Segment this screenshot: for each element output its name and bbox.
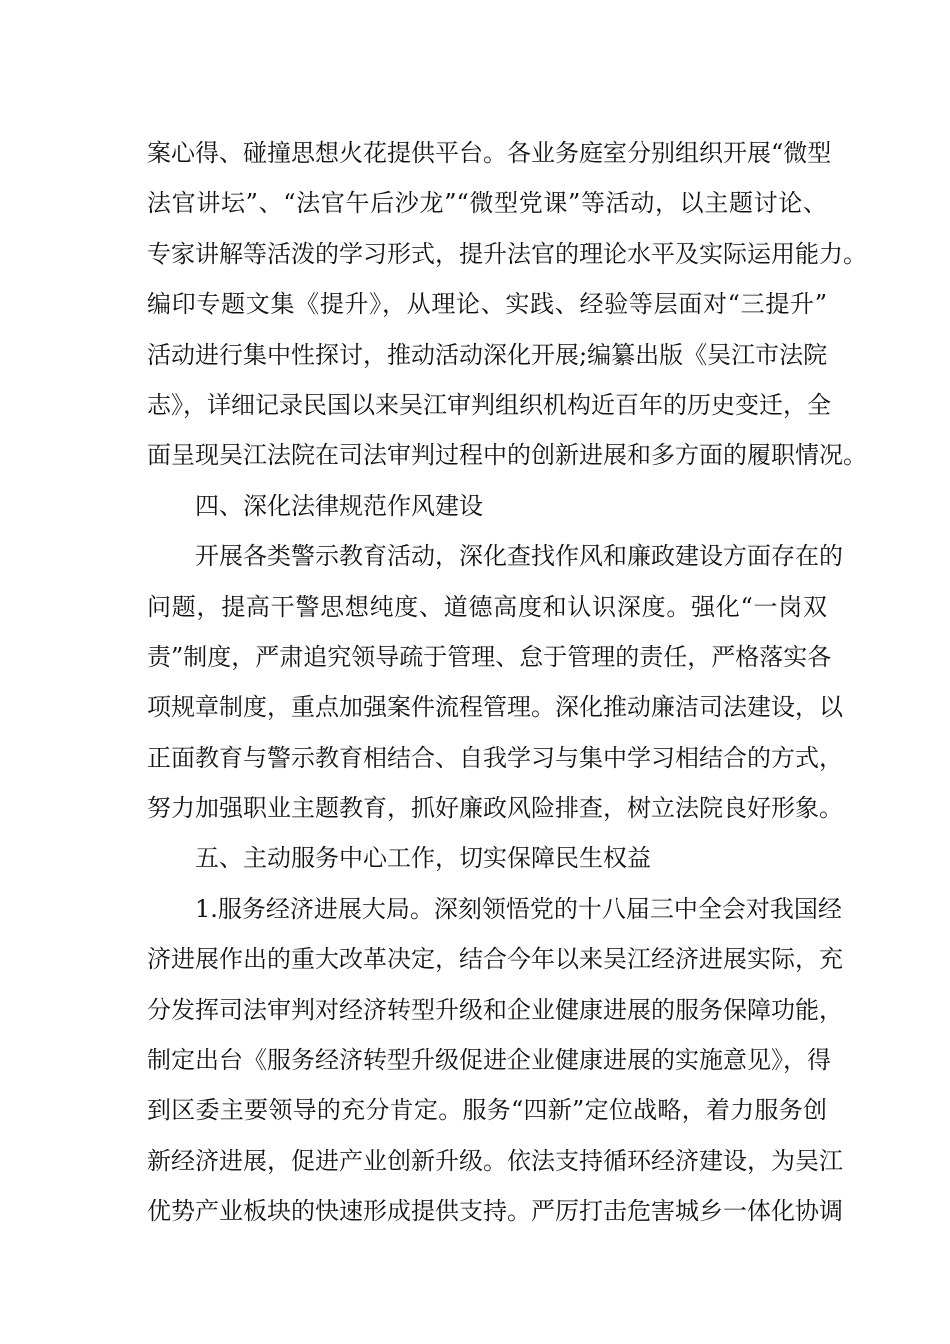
text-line: 1.服务经济进展大局。深刻领悟党的十八届三中全会对我国经 xyxy=(195,894,842,923)
text-line: 开展各类警示教育活动，深化查找作风和廉政建设方面存在的 xyxy=(195,542,843,571)
text-line: 专家讲解等活泼的学习形式，提升法官的理论水平及实际运用能力。 xyxy=(147,239,867,268)
section-heading: 五、主动服务中心工作，切实保障民生权益 xyxy=(195,844,651,873)
text-line: 面呈现吴江法院在司法审判过程中的创新进展和多方面的履职情况。 xyxy=(147,441,867,470)
text-line: 责”制度，严肃追究领导疏于管理、怠于管理的责任，严格落实各 xyxy=(147,642,832,671)
text-line: 制定出台《服务经济转型升级促进企业健康进展的实施意见》，得 xyxy=(147,1046,831,1075)
text-line: 到区委主要领导的充分肯定。服务“四新”定位战略，着力服务创 xyxy=(147,1096,827,1125)
text-line: 优势产业板块的快速形成提供支持。严厉打击危害城乡一体化协调 xyxy=(147,1197,843,1226)
text-line: 志》，详细记录民国以来吴江审判组织机构近百年的历史变迁，全 xyxy=(147,390,831,419)
text-line: 正面教育与警示教育相结合、自我学习与集中学习相结合的方式， xyxy=(147,743,843,772)
section-heading: 四、深化法律规范作风建设 xyxy=(195,491,483,520)
text-line: 活动进行集中性探讨，推动活动深化开展;编纂出版《吴江市法院 xyxy=(147,340,828,369)
text-line: 案心得、碰撞思想火花提供平台。各业务庭室分别组织开展“微型 xyxy=(147,139,832,167)
text-line: 编印专题文集《提升》，从理论、实践、经验等层面对“三提升” xyxy=(147,290,827,319)
text-line: 法官讲坛”、“法官午后沙龙”“微型党课”等活动，以主题讨论、 xyxy=(147,189,827,218)
text-line: 新经济进展，促进产业创新升级。依法支持循环经济建设，为吴江 xyxy=(147,1146,843,1175)
text-line: 问题，提高干警思想纯度、道德高度和认识深度。强化“一岗双 xyxy=(147,592,827,621)
text-line: 努力加强职业主题教育，抓好廉政风险排查，树立法院良好形象。 xyxy=(147,794,843,823)
text-line: 分发挥司法审判对经济转型升级和企业健康进展的服务保障功能， xyxy=(147,995,843,1024)
text-line: 济进展作出的重大改革决定，结合今年以来吴江经济进展实际，充 xyxy=(147,945,843,974)
text-line: 项规章制度，重点加强案件流程管理。深化推动廉洁司法建设，以 xyxy=(147,693,843,722)
document-body xyxy=(147,128,867,1237)
